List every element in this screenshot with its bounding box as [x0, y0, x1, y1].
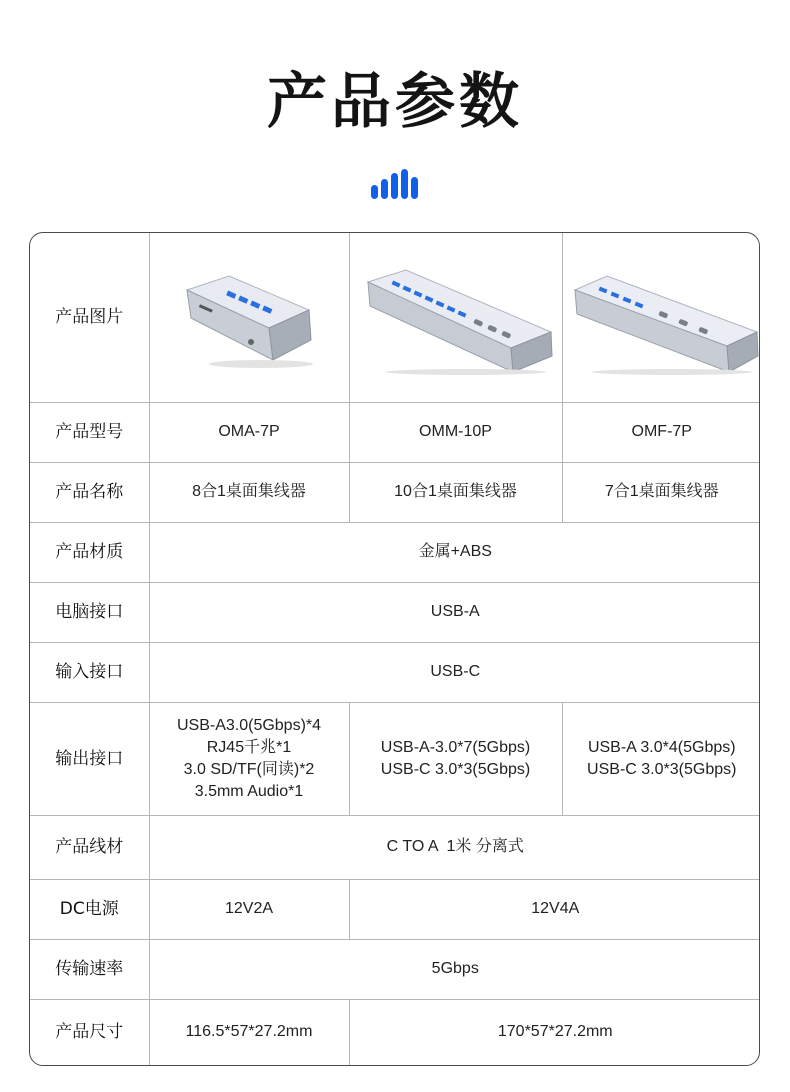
- product-image-omm: [349, 233, 562, 402]
- product-image-oma: [149, 233, 349, 402]
- table-row: [30, 642, 760, 702]
- table-row: [30, 999, 760, 1065]
- pc-port-value: USB-A: [149, 582, 760, 642]
- table-row: [30, 815, 760, 879]
- output-line: USB-A 3.0*4(5Gbps): [587, 738, 736, 756]
- page-title: 产品参数: [267, 67, 523, 137]
- output-line: USB-A-3.0*7(5Gbps): [380, 738, 531, 756]
- table-row: [30, 879, 760, 939]
- row-label: 输出接口: [30, 702, 149, 815]
- material-value: 金属+ABS: [149, 522, 760, 582]
- row-label: 产品线材: [30, 815, 149, 879]
- name-value: 8合1桌面集线器: [149, 462, 349, 522]
- row-label: 产品尺寸: [30, 999, 149, 1065]
- product-image-omf: [562, 233, 760, 402]
- bar-chart-icon: [371, 169, 419, 199]
- model-value: OMM-10P: [349, 402, 562, 462]
- output-line: 3.0 SD/TF(同读)*2: [183, 760, 315, 778]
- speed-value: 5Gbps: [149, 939, 760, 999]
- size-value: 170*57*27.2mm: [349, 999, 760, 1065]
- output-line: USB-C 3.0*3(5Gbps): [380, 760, 531, 778]
- dc-power-value: 12V2A: [149, 879, 349, 939]
- table-row: [30, 939, 760, 999]
- output-line: USB-A3.0(5Gbps)*4: [176, 716, 322, 734]
- output-line: USB-C 3.0*3(5Gbps): [587, 760, 737, 778]
- table-row: [30, 402, 760, 462]
- size-value: 116.5*57*27.2mm: [149, 999, 349, 1065]
- output-port-value: [149, 702, 349, 815]
- row-label: 输入接口: [30, 642, 149, 702]
- model-value: OMA-7P: [149, 402, 349, 462]
- name-value: 7合1桌面集线器: [562, 462, 760, 522]
- row-label: 传输速率: [30, 939, 149, 999]
- output-line: 3.5mm Audio*1: [194, 782, 304, 800]
- output-port-value: [562, 702, 760, 815]
- row-label: 产品材质: [30, 522, 149, 582]
- table-row: [30, 462, 760, 522]
- spec-table: [29, 232, 760, 1066]
- row-label: 产品型号: [30, 402, 149, 462]
- table-row: [30, 702, 760, 815]
- table-row: [30, 522, 760, 582]
- output-port-value: [349, 702, 562, 815]
- name-value: 10合1桌面集线器: [349, 462, 562, 522]
- dc-power-value: 12V4A: [349, 879, 760, 939]
- input-port-value: USB-C: [149, 642, 760, 702]
- table-row: [30, 582, 760, 642]
- row-label: 电脑接口: [30, 582, 149, 642]
- cable-value: C TO A 1米 分离式: [149, 815, 760, 879]
- model-value: OMF-7P: [562, 402, 760, 462]
- row-label: DC电源: [30, 879, 149, 939]
- row-label: 产品名称: [30, 462, 149, 522]
- row-label: 产品图片: [30, 233, 149, 402]
- table-row: [30, 233, 760, 402]
- output-line: RJ45千兆*1: [206, 738, 292, 756]
